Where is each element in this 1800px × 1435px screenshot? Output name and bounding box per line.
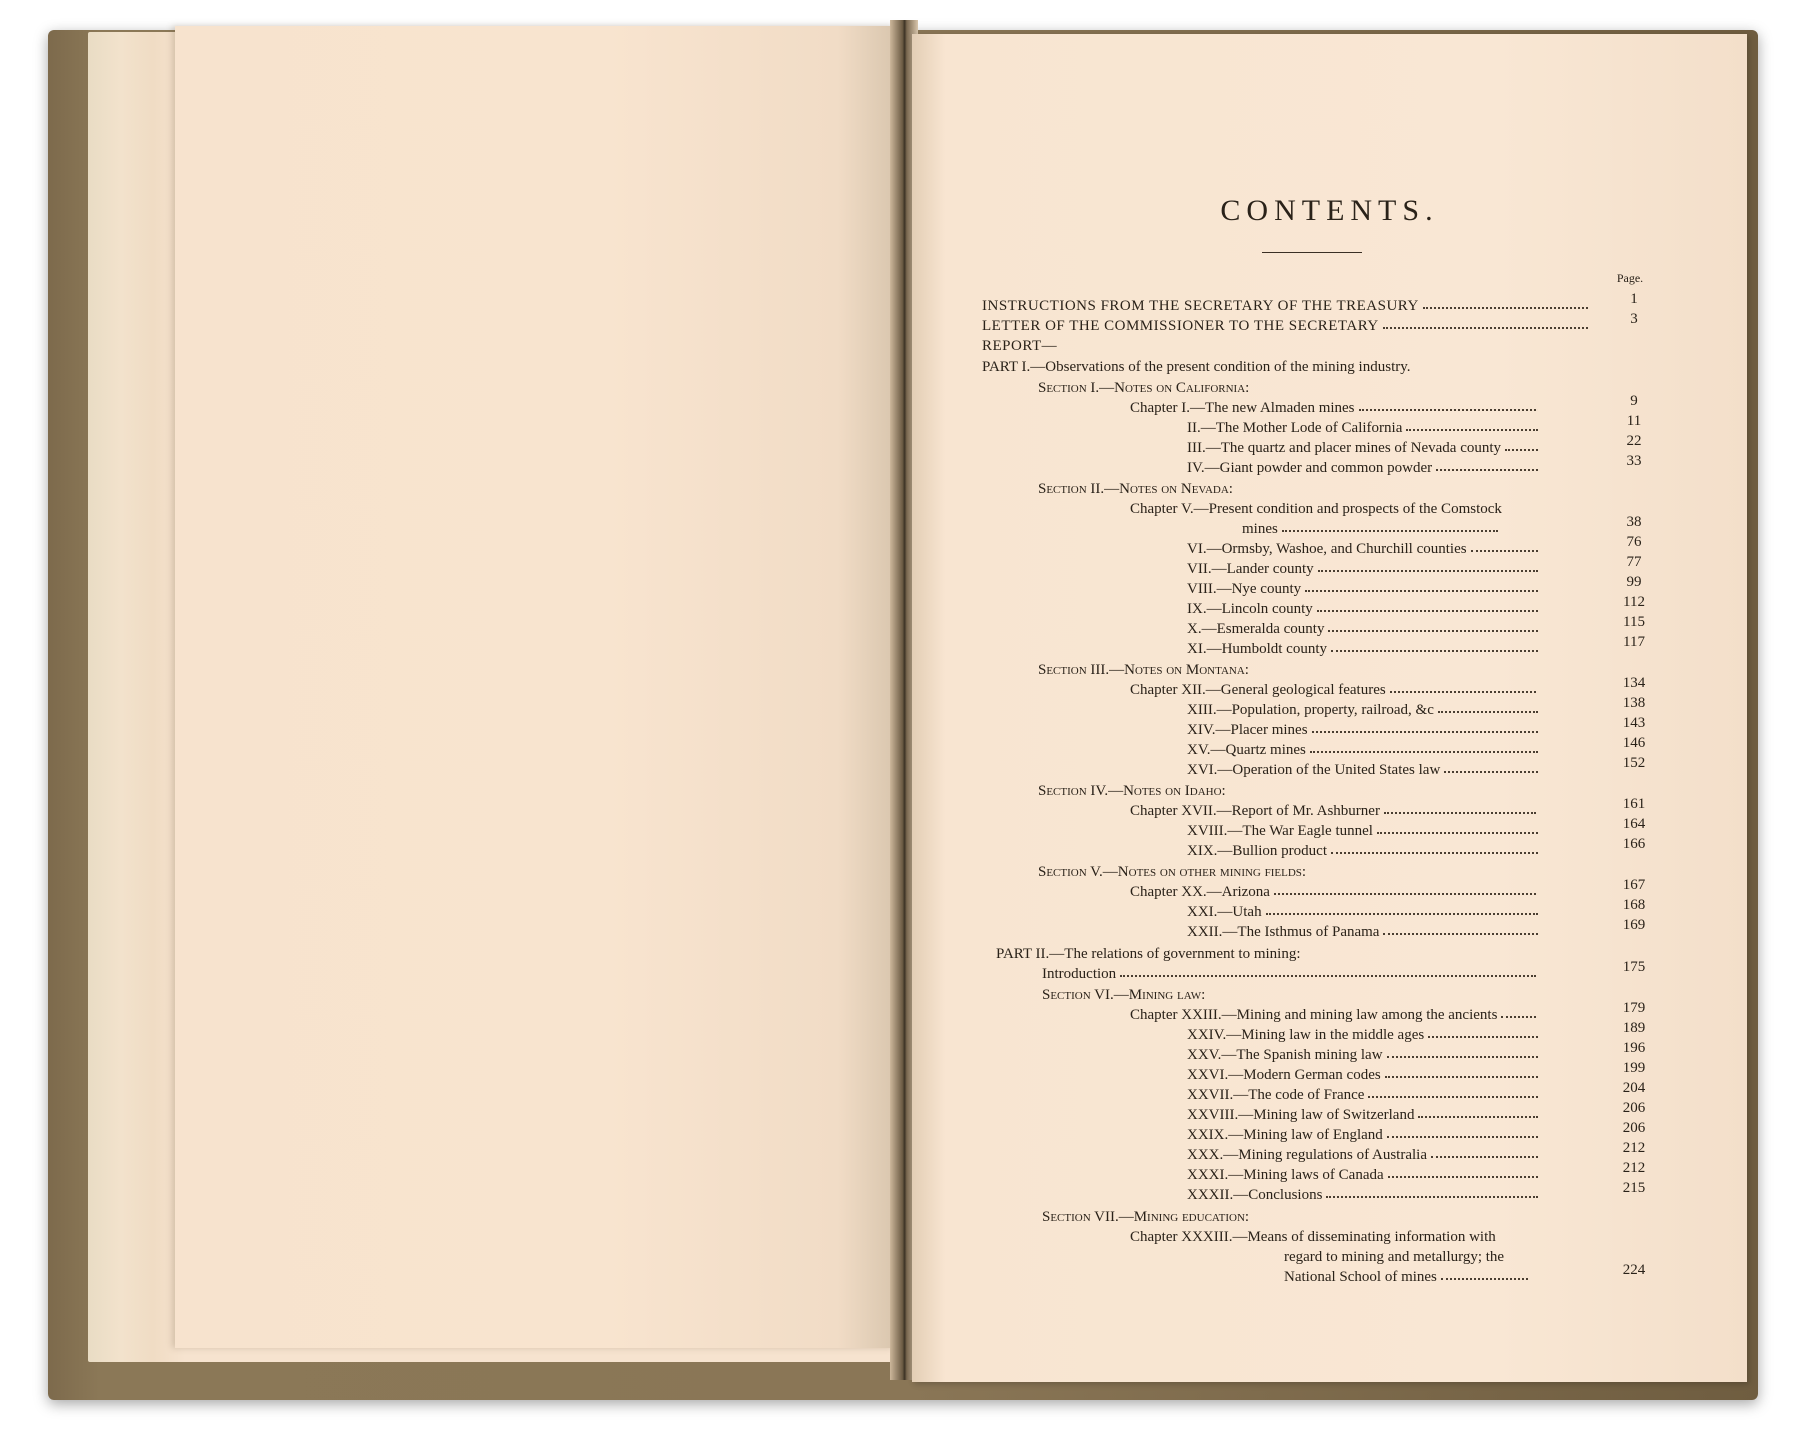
leader-dots (1383, 317, 1588, 329)
toc-entry (1187, 842, 1542, 860)
toc-entry (1042, 965, 1540, 983)
toc-page-number: 38 (1626, 514, 1642, 530)
leader-dots (1368, 1086, 1538, 1098)
toc-page-number: 212 (1622, 1140, 1646, 1156)
toc-entry-label: Section VI.—Mining law: (1042, 987, 1206, 1003)
toc-page-number: 199 (1622, 1060, 1646, 1076)
leader-dots (1310, 741, 1538, 753)
toc-entry-label: Chapter XXIII.—Mining and mining law among the ancients (1130, 1007, 1498, 1023)
toc-entry (1187, 903, 1542, 921)
toc-entry-label: Chapter I.—The new Almaden mines (1130, 400, 1355, 416)
toc-page-number: 206 (1622, 1100, 1646, 1116)
leader-dots (1436, 459, 1538, 471)
toc-entry (1187, 923, 1542, 941)
toc-entry (1187, 580, 1542, 598)
toc-page-number: 76 (1626, 534, 1642, 550)
toc-entry-label: regard to mining and metallurgy; the (1284, 1249, 1505, 1265)
leader-dots (1331, 842, 1538, 854)
toc-entry (1187, 560, 1542, 578)
toc-entry (1038, 782, 1226, 800)
toc-entry (1187, 640, 1542, 658)
toc-entry-label: XXX.—Mining regulations of Australia (1187, 1147, 1427, 1163)
leader-dots (1318, 560, 1538, 572)
contents-page (912, 34, 1747, 1382)
toc-entry (1130, 1228, 1496, 1246)
toc-entry-label: Section III.—Notes on Montana: (1038, 662, 1249, 678)
toc-entry-label: XVI.—Operation of the United States law (1187, 762, 1441, 778)
toc-entry-label: Chapter XX.—Arizona (1130, 884, 1270, 900)
toc-entry (1038, 480, 1233, 498)
toc-page-number: 179 (1622, 1000, 1646, 1016)
leader-dots (1282, 520, 1498, 532)
toc-page-number: 115 (1623, 614, 1645, 630)
toc-entry-label: XXVI.—Modern German codes (1187, 1067, 1381, 1083)
toc-entry (1130, 883, 1540, 901)
toc-page-number: 169 (1622, 917, 1646, 933)
toc-entry (1130, 500, 1502, 518)
toc-entry (996, 945, 1300, 963)
toc-page-number: 164 (1622, 816, 1646, 832)
leader-dots (1312, 721, 1538, 733)
toc-entry (1187, 620, 1542, 638)
toc-entry-label: XXI.—Utah (1187, 904, 1262, 920)
toc-entry (1187, 1026, 1542, 1044)
leader-dots (1441, 1268, 1528, 1280)
leader-dots (1431, 1146, 1538, 1158)
toc-entry (1187, 721, 1542, 739)
toc-entry (1042, 986, 1205, 1004)
toc-page-number: 215 (1622, 1180, 1646, 1196)
leader-dots (1328, 620, 1538, 632)
leader-dots (1388, 1166, 1538, 1178)
toc-page-number: 204 (1622, 1080, 1646, 1096)
toc-page-number: 168 (1622, 897, 1646, 913)
toc-entry-label: Chapter XXXIII.—Means of disseminating information with (1130, 1229, 1496, 1245)
toc-entry (1187, 761, 1542, 779)
toc-page-number: 189 (1622, 1020, 1646, 1036)
leader-dots (1377, 822, 1538, 834)
leader-dots (1406, 419, 1538, 431)
toc-entry-label: III.—The quartz and placer mines of Nevada county (1187, 440, 1502, 456)
toc-entry (1187, 822, 1542, 840)
toc-entry (1242, 520, 1502, 538)
leader-dots (1390, 681, 1536, 693)
leader-dots (1438, 701, 1538, 713)
toc-page-number: 33 (1626, 453, 1642, 469)
toc-entry-label: XXVIII.—Mining law of Switzerland (1187, 1107, 1415, 1123)
toc-page-number: 196 (1622, 1040, 1646, 1056)
toc-page-number: 167 (1622, 877, 1646, 893)
toc-page-number: 175 (1622, 959, 1646, 975)
leader-dots (1317, 600, 1538, 612)
toc-entry-label: XXXII.—Conclusions (1187, 1187, 1323, 1203)
leader-dots (1505, 439, 1538, 451)
toc-entry (982, 317, 1592, 335)
toc-entry-label: XIX.—Bullion product (1187, 843, 1327, 859)
toc-entry (1038, 863, 1306, 881)
leader-dots (1274, 883, 1536, 895)
page-column-label: Page. (1616, 271, 1644, 285)
toc-entry (1130, 681, 1540, 699)
toc-entry-label: II.—The Mother Lode of California (1187, 420, 1403, 436)
toc-entry (982, 358, 1411, 376)
toc-page-number: 117 (1623, 634, 1645, 650)
leader-dots (1428, 1026, 1538, 1038)
toc-entry-label: VI.—Ormsby, Washoe, and Churchill counties (1187, 541, 1467, 557)
toc-entry (1187, 1126, 1542, 1144)
leader-dots (1387, 1126, 1538, 1138)
leader-dots (1305, 580, 1538, 592)
toc-entry (1130, 399, 1540, 417)
toc-entry-label: Chapter V.—Present condition and prospects of the Comstock (1130, 501, 1502, 517)
leader-dots (1384, 802, 1536, 814)
leader-dots (1387, 1046, 1538, 1058)
toc-entry (1187, 1106, 1542, 1124)
toc-entry-label: XIII.—Population, property, railroad, &c (1187, 702, 1434, 718)
toc-page-number: 161 (1622, 796, 1646, 812)
toc-entry-label: Chapter XII.—General geological features (1130, 682, 1386, 698)
toc-entry-label: XVIII.—The War Eagle tunnel (1187, 823, 1373, 839)
toc-entry-label: INSTRUCTIONS FROM THE SECRETARY OF THE TREASURY (982, 298, 1419, 314)
leader-dots (1266, 903, 1538, 915)
toc-page-number: 77 (1626, 554, 1642, 570)
toc-entry (1187, 1046, 1542, 1064)
toc-entry-label: Section IV.—Notes on Idaho: (1038, 783, 1226, 799)
toc-entry-label: XI.—Humboldt county (1187, 641, 1327, 657)
toc-entry (1284, 1268, 1532, 1286)
leader-dots (1331, 640, 1538, 652)
toc-entry-label: XXV.—The Spanish mining law (1187, 1047, 1383, 1063)
toc-page-number: 3 (1630, 311, 1638, 327)
page-title: CONTENTS. (1220, 194, 1439, 227)
toc-entry (1187, 439, 1542, 457)
leader-dots (1501, 1006, 1536, 1018)
leader-dots (1418, 1106, 1538, 1118)
toc-entry (1130, 1006, 1540, 1024)
toc-entry-label: XXXI.—Mining laws of Canada (1187, 1167, 1384, 1183)
toc-entry-label: XXIX.—Mining law of England (1187, 1127, 1383, 1143)
toc-entry-label: PART I.—Observations of the present condition of the mining industry. (982, 359, 1411, 375)
toc-page-number: 1 (1630, 291, 1638, 307)
toc-page-number: 143 (1622, 715, 1646, 731)
table-of-contents (912, 34, 1747, 1382)
toc-entry (1042, 1208, 1249, 1226)
toc-entry-label: PART II.—The relations of government to mining: (996, 946, 1301, 962)
toc-entry (1187, 1166, 1542, 1184)
toc-entry (1284, 1248, 1504, 1266)
toc-page-number: 138 (1622, 695, 1646, 711)
leader-dots (1471, 540, 1538, 552)
toc-entry (1187, 1066, 1542, 1084)
toc-page-number: 152 (1622, 755, 1646, 771)
toc-entry (982, 337, 1057, 355)
toc-entry (1187, 419, 1542, 437)
toc-entry-label: VII.—Lander county (1187, 561, 1314, 577)
toc-entry (1038, 379, 1249, 397)
toc-entry-label: mines (1242, 521, 1278, 537)
leader-dots (1359, 399, 1536, 411)
toc-entry-label: XV.—Quartz mines (1187, 742, 1306, 758)
toc-entry (1187, 701, 1542, 719)
toc-entry (1187, 1146, 1542, 1164)
left-blank-page (175, 26, 895, 1348)
toc-entry-label: Section I.—Notes on California: (1038, 380, 1250, 396)
toc-page-number: 224 (1622, 1262, 1646, 1278)
leader-dots (1385, 1066, 1538, 1078)
toc-entry-label: XXII.—The Isthmus of Panama (1187, 924, 1380, 940)
toc-page-number: 9 (1630, 393, 1638, 409)
toc-entry-label: X.—Esmeralda county (1187, 621, 1325, 637)
toc-entry (1187, 459, 1542, 477)
toc-entry (982, 297, 1592, 315)
toc-page-number: 112 (1623, 594, 1645, 610)
toc-entry (1187, 741, 1542, 759)
toc-page-number: 134 (1622, 675, 1646, 691)
toc-entry-label: IX.—Lincoln county (1187, 601, 1313, 617)
toc-entry (1038, 661, 1249, 679)
leader-dots (1383, 923, 1538, 935)
leader-dots (1444, 761, 1538, 773)
toc-entry-label: National School of mines (1284, 1269, 1437, 1285)
toc-entry-label: Section V.—Notes on other mining fields: (1038, 864, 1307, 880)
toc-page-number: 11 (1626, 413, 1642, 429)
toc-entry-label: Section II.—Notes on Nevada: (1038, 481, 1233, 497)
leader-dots (1423, 297, 1588, 309)
toc-entry-label: REPORT— (982, 338, 1058, 354)
leader-dots (1326, 1186, 1538, 1198)
toc-page-number: 212 (1622, 1160, 1646, 1176)
toc-entry-label: LETTER OF THE COMMISSIONER TO THE SECRETARY (982, 318, 1379, 334)
toc-entry-label: XXVII.—The code of France (1187, 1087, 1365, 1103)
toc-entry (1130, 802, 1540, 820)
leader-dots (1120, 965, 1536, 977)
toc-page-number: 206 (1622, 1120, 1646, 1136)
toc-entry-label: Introduction (1042, 966, 1117, 982)
toc-entry-label: VIII.—Nye county (1187, 581, 1302, 597)
toc-entry-label: XIV.—Placer mines (1187, 722, 1308, 738)
toc-page-number: 166 (1622, 836, 1646, 852)
toc-entry (1187, 600, 1542, 618)
toc-entry-label: Section VII.—Mining education: (1042, 1209, 1250, 1225)
toc-entry (1187, 1086, 1542, 1104)
toc-entry-label: IV.—Giant powder and common powder (1187, 460, 1433, 476)
toc-entry-label: Chapter XVII.—Report of Mr. Ashburner (1130, 803, 1380, 819)
toc-entry-label: XXIV.—Mining law in the middle ages (1187, 1027, 1425, 1043)
toc-page-number: 22 (1626, 433, 1642, 449)
toc-entry (1187, 1186, 1542, 1204)
toc-page-number: 146 (1622, 735, 1646, 751)
toc-page-number: 99 (1626, 574, 1642, 590)
toc-entry (1187, 540, 1542, 558)
